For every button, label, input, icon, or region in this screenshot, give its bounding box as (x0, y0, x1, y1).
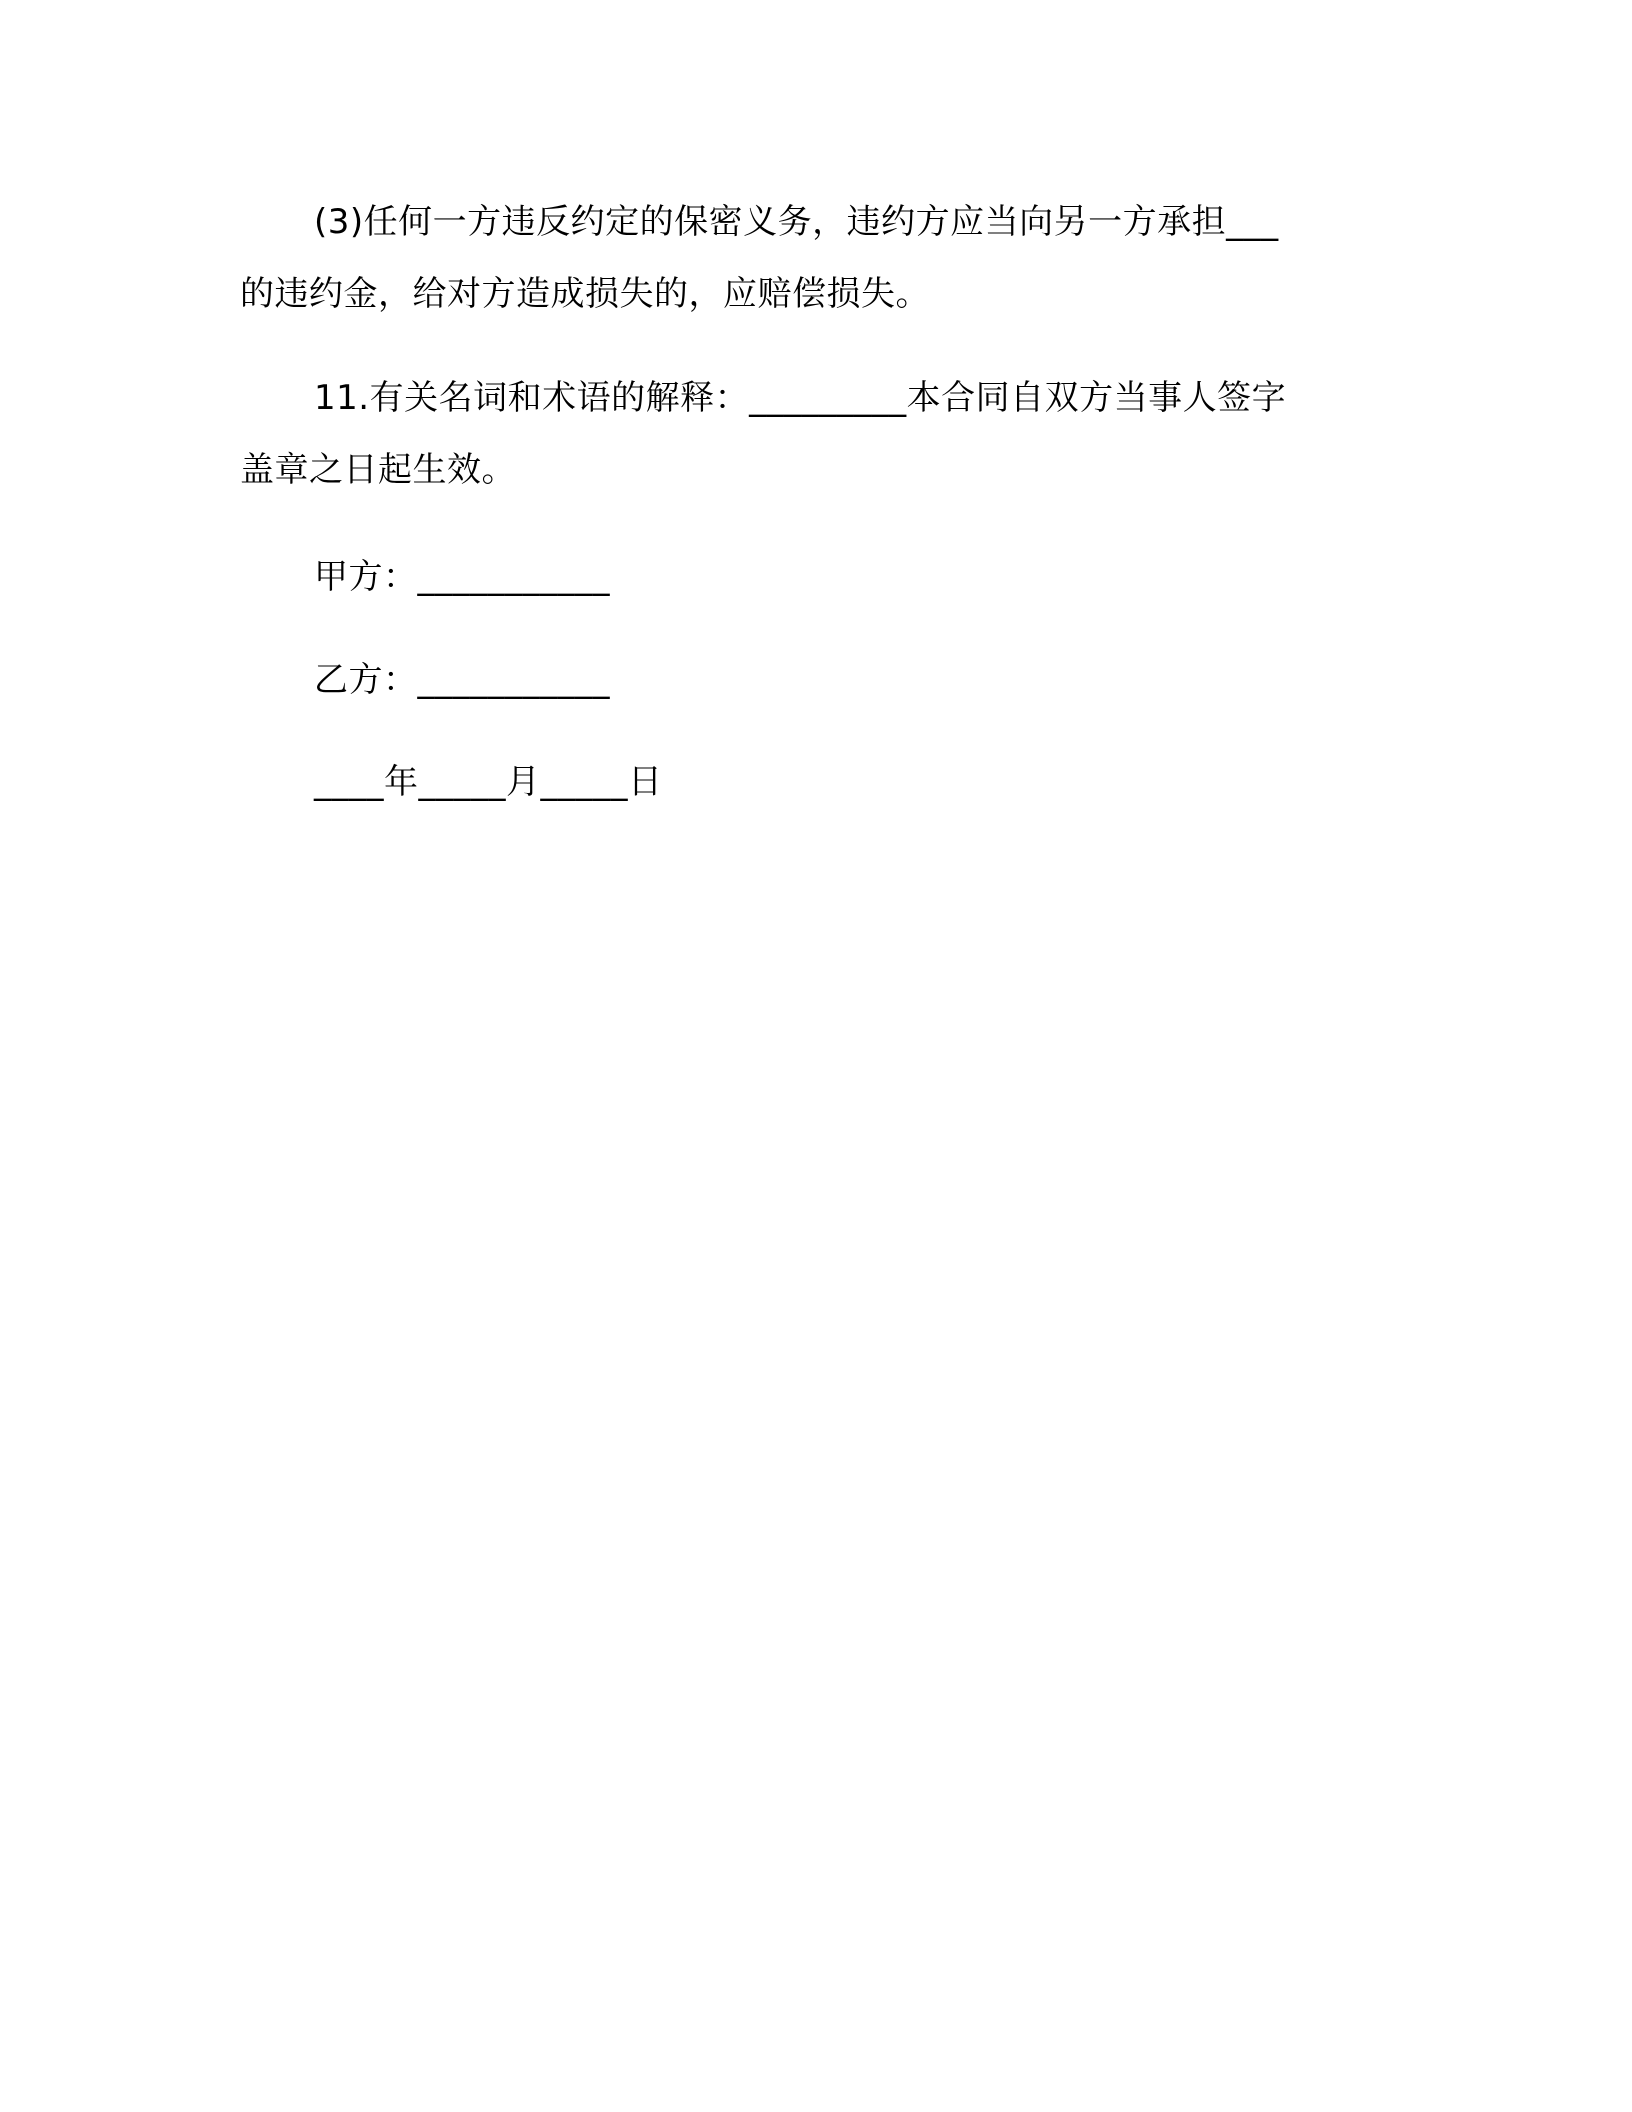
party-a-signature-line: 甲方：___________ (314, 557, 610, 597)
date-line: ____年_____月_____日 (314, 762, 663, 802)
clause-11-text-line-1: 11.有关名词和术语的解释：_________本合同自双方当事人签字 (314, 378, 1287, 418)
clause-3-text-line-2: 的违约金，给对方造成损失的，应赔偿损失。 (240, 274, 930, 314)
party-b-signature-line: 乙方：___________ (314, 660, 610, 700)
clause-11-text-line-2: 盖章之日起生效。 (240, 450, 516, 490)
clause-3-text-line-1: (3)任何一方违反约定的保密义务，违约方应当向另一方承担___ (314, 202, 1279, 242)
